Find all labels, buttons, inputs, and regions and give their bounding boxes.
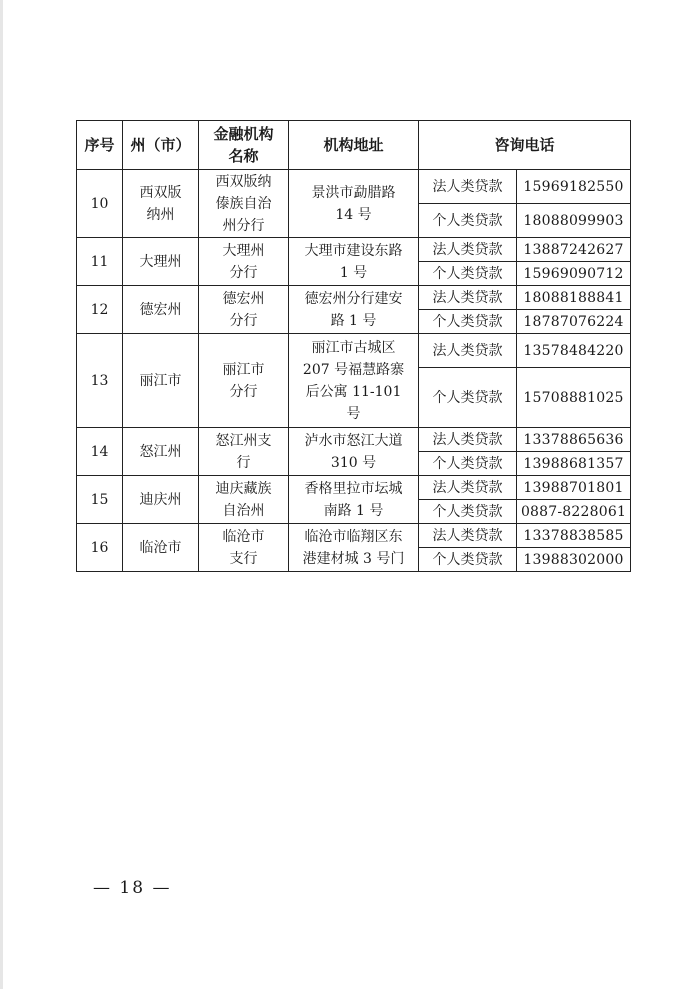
- loan-type-cell: 法人类贷款: [419, 334, 517, 368]
- seq-cell: 14: [77, 428, 123, 476]
- institution-cell: 西双版纳 傣族自治 州分行: [199, 170, 289, 238]
- phone-cell: 13887242627: [517, 238, 631, 262]
- phone-cell: 15708881025: [517, 368, 631, 428]
- phone-cell: 13988302000: [517, 548, 631, 572]
- table-row: [77, 524, 631, 548]
- seq-cell: 15: [77, 476, 123, 524]
- address-cell: 大理市建设东路 1 号: [289, 238, 419, 286]
- phone-cell: 0887-8228061: [517, 500, 631, 524]
- table-row: [77, 476, 631, 500]
- prefecture-cell: 丽江市: [123, 334, 199, 428]
- table-row: [77, 238, 631, 262]
- institution-cell: 临沧市 支行: [199, 524, 289, 572]
- institution-cell: 迪庆藏族 自治州: [199, 476, 289, 524]
- phone-cell: 13378865636: [517, 428, 631, 452]
- seq-cell: 13: [77, 334, 123, 428]
- header-address: 机构地址: [289, 121, 419, 170]
- address-cell: 泸水市怒江大道 310 号: [289, 428, 419, 476]
- address-cell: 景洪市勐腊路 14 号: [289, 170, 419, 238]
- institution-cell: 大理州 分行: [199, 238, 289, 286]
- header-institution: 金融机构 名称: [199, 121, 289, 170]
- loan-type-cell: 个人类贷款: [419, 500, 517, 524]
- prefecture-cell: 怒江州: [123, 428, 199, 476]
- institution-cell: 德宏州 分行: [199, 286, 289, 334]
- table-row: [77, 286, 631, 310]
- phone-cell: 13988701801: [517, 476, 631, 500]
- page-edge: [0, 0, 3, 989]
- phone-cell: 18088099903: [517, 204, 631, 238]
- seq-cell: 16: [77, 524, 123, 572]
- seq-cell: 10: [77, 170, 123, 238]
- phone-cell: 13378838585: [517, 524, 631, 548]
- loan-type-cell: 个人类贷款: [419, 368, 517, 428]
- address-cell: 香格里拉市坛城 南路 1 号: [289, 476, 419, 524]
- prefecture-cell: 大理州: [123, 238, 199, 286]
- seq-cell: 12: [77, 286, 123, 334]
- table-row: [77, 170, 631, 204]
- loan-type-cell: 个人类贷款: [419, 204, 517, 238]
- loan-type-cell: 法人类贷款: [419, 170, 517, 204]
- loan-type-cell: 个人类贷款: [419, 452, 517, 476]
- header-prefecture: 州（市）: [123, 121, 199, 170]
- address-cell: 丽江市古城区 207 号福慧路寨 后公寓 11-101 号: [289, 334, 419, 428]
- loan-type-cell: 个人类贷款: [419, 548, 517, 572]
- table-row: [77, 334, 631, 368]
- seq-cell: 11: [77, 238, 123, 286]
- header-phone: 咨询电话: [419, 121, 631, 170]
- phone-cell: 18787076224: [517, 310, 631, 334]
- loan-type-cell: 法人类贷款: [419, 238, 517, 262]
- prefecture-cell: 迪庆州: [123, 476, 199, 524]
- address-cell: 临沧市临翔区东 港建材城 3 号门: [289, 524, 419, 572]
- institution-cell: 丽江市 分行: [199, 334, 289, 428]
- loan-type-cell: 个人类贷款: [419, 262, 517, 286]
- prefecture-cell: 西双版 纳州: [123, 170, 199, 238]
- prefecture-cell: 临沧市: [123, 524, 199, 572]
- loan-type-cell: 法人类贷款: [419, 476, 517, 500]
- institution-table: [76, 120, 631, 572]
- table-header-row: [77, 121, 631, 170]
- loan-type-cell: 法人类贷款: [419, 524, 517, 548]
- phone-cell: 18088188841: [517, 286, 631, 310]
- page-number: — 18 —: [93, 878, 172, 898]
- header-seq: 序号: [77, 121, 123, 170]
- phone-cell: 13578484220: [517, 334, 631, 368]
- loan-type-cell: 法人类贷款: [419, 428, 517, 452]
- phone-cell: 15969182550: [517, 170, 631, 204]
- phone-cell: 13988681357: [517, 452, 631, 476]
- table-row: [77, 428, 631, 452]
- loan-type-cell: 个人类贷款: [419, 310, 517, 334]
- address-cell: 德宏州分行建安 路 1 号: [289, 286, 419, 334]
- institution-cell: 怒江州支 行: [199, 428, 289, 476]
- phone-cell: 15969090712: [517, 262, 631, 286]
- prefecture-cell: 德宏州: [123, 286, 199, 334]
- loan-type-cell: 法人类贷款: [419, 286, 517, 310]
